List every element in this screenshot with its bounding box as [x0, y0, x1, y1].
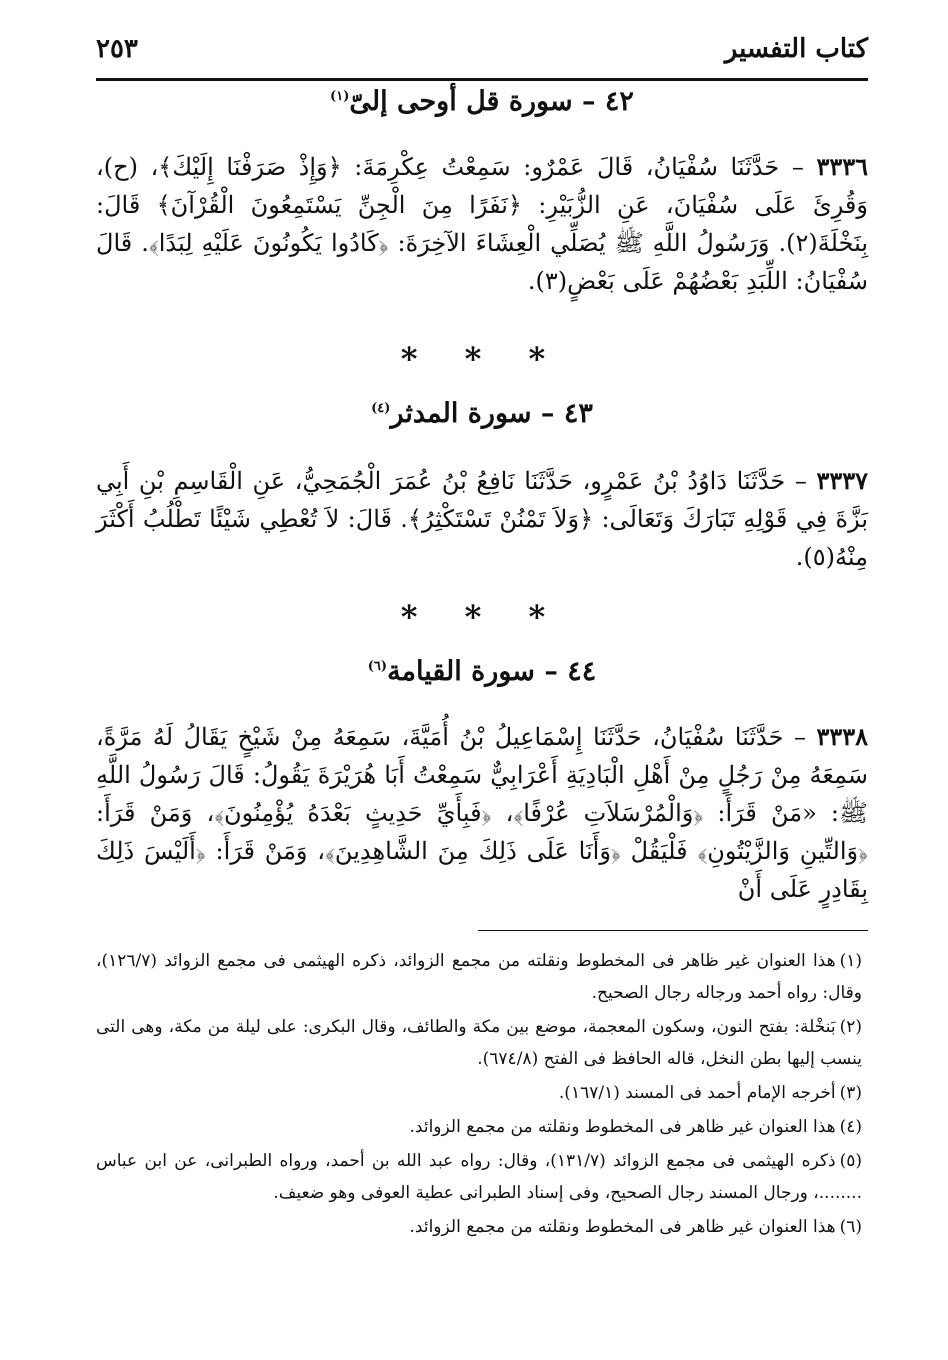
hadith-number: ٣٣٣٧ [816, 466, 868, 495]
footnote-text: هذا العنوان غير ظاهر فى المخطوط ونقلته من مجمع الزوائد، ذكره الهيثمى فى مجمع الزوائد (١٢٦/٧)، وقال: رواه أحمد ورجاله رجال الصحيح. [96, 951, 862, 1003]
hadith-text: – حَدَّثَنَا دَاوُدُ بْنُ عَمْرٍو، حَدَّثَنَا نَافِعُ بْنُ عُمَرَ الْجُمَحِيُّ، عَنِ الْقَاسِمِ بْنِ أَبِي بَزَّةَ فِي قَوْلِهِ تَبَارَكَ وَتَعَالَى: ﴿وَلاَ تَمْنُنْ تَسْتَكْثِرُ﴾. قَالَ: لاَ تُعْطِي شَيْئًا تَطْلُبُ أَكْثَرَ مِنْهُ(٥). [96, 467, 869, 571]
section-separator: * * * [400, 340, 564, 378]
surah-heading-42 [96, 86, 868, 117]
footnote-text: هذا العنوان غير ظاهر فى المخطوط ونقلته من مجمع الزوائد. [409, 1217, 836, 1237]
footnote-marker: (٦) [839, 1217, 862, 1237]
hadith-3338 [96, 718, 868, 908]
footnote [96, 1145, 868, 1209]
footnote-marker: (٢) [839, 1017, 862, 1037]
footnotes [96, 945, 868, 1245]
surah-title: ٤٢ – سورة قل أوحى إلىّ [349, 86, 634, 117]
hadith-text: – حَدَّثَنَا سُفْيَانُ، قَالَ عَمْرٌو: سَمِعْتُ عِكْرِمَةَ: ﴿وَإِذْ صَرَفْنَا إِلَيْكَ﴾، (ح)، وَقُرِئَ عَلَى سُفْيَانَ، عَنِ الزُّبَيْرِ: ﴿نَفَرًا مِنَ الْجِنِّ يَسْتَمِعُونَ الْقُرْآنَ﴾ قَالَ: بِنَخْلَةَ(٢). وَرَسُولُ اللَّهِ ﷺ يُصَلِّي الْعِشَاءَ الآخِرَةَ: ﴿كَادُوا يَكُونُونَ عَلَيْهِ لِبَدًا﴾. قَالَ سُفْيَانُ: اللِّبَدِ بَعْضُهُمْ عَلَى بَعْضٍ(٣). [96, 153, 868, 295]
footnote-marker: (٤) [839, 1117, 862, 1137]
footnote-text: أخرجه الإمام أحمد فى المسند (١٦٧/١). [558, 1083, 836, 1103]
surah-title: ٤٤ – سورة القيامة [387, 656, 597, 687]
page-number: ٢٥٣ [96, 34, 138, 64]
footnote-marker: (١) [839, 951, 862, 971]
hadith-text: – حَدَّثَنَا سُفْيَانُ، حَدَّثَنَا إِسْمَاعِيلُ بْنُ أُمَيَّةَ، سَمِعَهُ مِنْ شَيْخٍ يَقَالُ لَهُ مَرَّةً، سَمِعَهُ مِنْ رَجُلٍ مِنْ أَهْلِ الْبَادِيَةِ أَعْرَابِيٌّ سَمِعْتُ أَبَا هُرَيْرَةَ يَقُولُ: قَالَ رَسُولُ اللَّهِ ﷺ: «مَنْ قَرَأَ: ﴿وَالْمُرْسَلاَتِ عُرْفًا﴾، ﴿فَبِأَيِّ حَدِيثٍ بَعْدَهُ يُؤْمِنُونَ﴾، وَمَنْ قَرَأَ: ﴿وَالتِّينِ وَالزَّيْتُونِ﴾ فَلْيَقُلْ ﴿وَأَنَا عَلَى ذَلِكَ مِنَ الشَّاهِدِينَ﴾، وَمَنْ قَرَأَ: ﴿أَلَيْسَ ذَلِكَ بِقَادِرٍ عَلَى أَنْ [96, 723, 868, 903]
page-header [96, 28, 868, 76]
footnote [96, 1011, 868, 1075]
surah-heading-43 [96, 398, 868, 429]
hadith-3337 [96, 462, 868, 576]
footnote-marker: (٥) [839, 1151, 862, 1171]
footnote [96, 1211, 868, 1243]
book-title: كتاب التفسير [724, 34, 868, 64]
footnote-ref: (٤) [371, 401, 391, 416]
footnote-text: بَنخْلة: بفتح النون، وسكون المعجمة، موضع بين مكة والطائف، وقال البكرى: على ليلة من مكة، وهى التى ينسب إليها بطن النخل، قاله الحافظ فى الفتح (٦٧٤/٨). [96, 1017, 862, 1069]
section-separator: * * * [400, 598, 564, 636]
footnote [96, 1111, 868, 1143]
footnote [96, 1077, 868, 1109]
footnote-ref: (١) [330, 89, 350, 104]
hadith-number: ٣٣٣٦ [816, 152, 868, 181]
footnote-text: هذا العنوان غير ظاهر فى المخطوط ونقلته من مجمع الزوائد. [409, 1117, 836, 1137]
header-rule [96, 78, 868, 81]
hadith-3336 [96, 148, 868, 300]
footnote [96, 945, 868, 1009]
surah-title: ٤٣ – سورة المدثر [390, 398, 593, 429]
footnote-ref: (٦) [367, 659, 388, 674]
footnote-text: ذكره الهيثمى فى مجمع الزوائد (١٣١/٧)، وقال: رواه عبد الله بن أحمد، ورواه الطبرانى، عن ابن عباس ........، ورجال المسند رجال الصحيح، وفى إسناد الطبرانى عطية العوفى وهو ضعيف. [96, 1151, 862, 1203]
surah-heading-44 [96, 656, 868, 687]
footnote-rule [478, 930, 868, 931]
hadith-number: ٣٣٣٨ [816, 722, 869, 751]
footnote-marker: (٣) [839, 1083, 862, 1103]
